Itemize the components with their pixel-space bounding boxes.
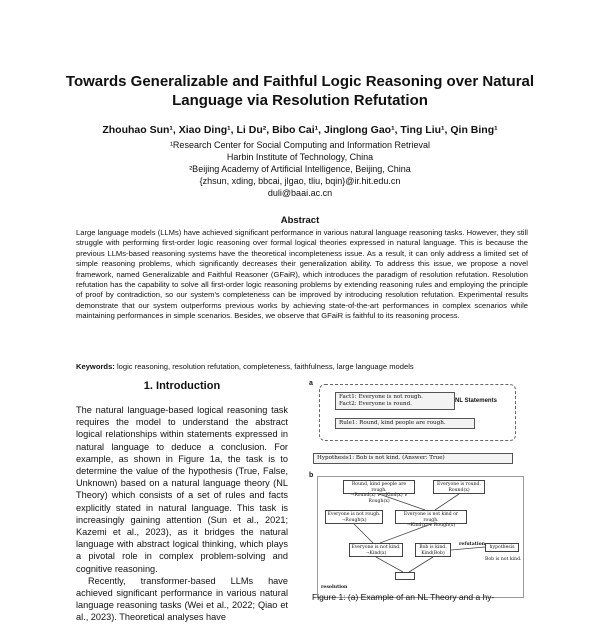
figure-label-a: a	[309, 380, 313, 387]
node-hypothesis: hypothesis	[485, 543, 519, 552]
keywords-label: Keywords:	[76, 362, 115, 371]
intro-paragraph-1: The natural language-based logical reasoning task requires the model to understand the abstract logical relationships within statements expressed in natural language to deduce a conclusion. For example, as shown in Figure 1a, the task is to determine the value of the hypothesis (True, False, Unknown) based on a natural language theory (NL Theory) which consists of a set of rules and facts explicitly stated in natural language. This task is increasingly gaining attention (Sun et al., 2021; Kazemi et al., 2023), as it bridges the natural language with abstract logical thinking, which plays a pivotal role in complex problem-solving and cognitive reasoning.	[76, 405, 288, 574]
resolution-label: resolution	[321, 585, 348, 590]
abstract-text: Large language models (LLMs) have achieved significant performance in various natural language reasoning tasks. However, they still struggle with performing first-order logic reasoning over formal logical theories expressed in natural language. This is because the previous LLMs-based reasoning systems have the theoretical incompleteness issue. As a result, it can only address a limited set of simple reasoning problems, which significantly decreases their generalization ability. To address this issue, we propose a novel framework, named Generalizable and Faithful Reasoner (GFaiR), which introduces the paradigm of resolution refutation. Resolution refutation has the capability to solve all first-order logic reasoning problems by extending reasoning rules and employing the principle of proof by contradiction, so our system's completeness can be improved by introducing resolution refutation. Experimental results demonstrate that our system outperforms previous works by achieving state-of-the-art performances in complex scenarios while maintaining performances in simple scenarios. Besides, we observe that GFaiR is faithful to its reasoning process.	[76, 228, 528, 321]
node-not-rough-formula: ¬Rough(x)	[341, 517, 367, 523]
hypothesis-box: Hypothesis1: Bob is not kind. (Answer: True)	[313, 453, 513, 464]
node-bob-kind-formula: Kind(Bob)	[421, 550, 445, 556]
arrow-bobkind-to-empty	[409, 557, 433, 572]
node-not-kind-formula: ¬Kind(x)	[365, 550, 387, 556]
fact-2: Fact2: Everyone is round.	[339, 401, 412, 407]
fact-1: Fact1: Everyone is not rough.	[339, 394, 423, 400]
affiliation-3: ²Beijing Academy of Artificial Intelligence, Beijing, China	[189, 164, 411, 174]
arrow-notkind-to-empty	[376, 557, 403, 572]
figure-caption: Figure 1: (a) Example of an NL Theory and a hy-	[312, 592, 495, 602]
arrow-round-to-mid2	[435, 494, 459, 510]
title-line-2: Language via Resolution Refutation	[172, 92, 428, 109]
refutation-label: refutation	[459, 542, 486, 547]
arrow-notrough-to-notkind	[354, 524, 373, 543]
keywords	[76, 362, 528, 371]
intro-text	[76, 404, 288, 624]
node-bob-kind-text: Bob is kind.	[419, 545, 447, 550]
node-not-rough-text: Everyone is not rough.	[327, 512, 381, 517]
title-line-1: Towards Generalizable and Faithful Logic Reasoning over Natural	[65, 73, 535, 90]
node-rule-formula: ¬Round(x) ∨ ¬Kind(x) ∨ Rough(x)	[350, 493, 408, 504]
node-mid2-text: Everyone is not kind or rough.	[403, 512, 459, 523]
section-heading: 1. Introduction	[143, 380, 221, 392]
author-list: Zhouhao Sun¹, Xiao Ding¹, Li Du², Bibo Cai¹, Jinglong Gao¹, Ting Liu¹, Qin Bing¹	[102, 124, 498, 136]
keywords-list: logic reasoning, resolution refutation, completeness, faithfulness, large language models	[114, 362, 414, 371]
arrow-rule-to-mid2	[379, 494, 425, 510]
nl-statements-label: NL Statements	[455, 398, 497, 404]
affiliation-2: Harbin Institute of Technology, China	[226, 152, 374, 162]
author-emails: {zhsun, xding, bbcai, jlgao, tliu, bqin}@ir.hit.edu.cn	[199, 176, 401, 186]
node-rule-text: Round, kind people are rough.	[351, 482, 407, 493]
paper-title	[60, 72, 540, 110]
node-not-kind-text: Everyone is not kind.	[351, 545, 401, 550]
node-mid2-formula: ¬Kind(x) ∨ Rough(x)	[406, 523, 456, 529]
abstract-heading: Abstract	[280, 215, 320, 226]
rule-box: Rule1: Round, kind people are rough.	[335, 418, 475, 429]
figure-label-b: b	[309, 472, 314, 479]
intro-paragraph-2: Recently, transformer-based LLMs have achieved significant performance in various natural language reasoning tasks (Wei et al., 2022; Qiao et al., 2023). Theoretical analyses have	[76, 575, 288, 623]
hypothesis-node-text: Bob is not kind.	[485, 557, 522, 562]
author-email-2: duli@baai.ac.cn	[267, 188, 333, 198]
node-round-formula: Round(x)	[448, 487, 470, 493]
figure-1	[305, 380, 530, 600]
affiliation-1: ¹Research Center for Social Computing and Information Retrieval	[169, 140, 431, 150]
node-round-text: Everyone is round.	[437, 482, 481, 487]
arrow-mid2-to-notkind	[380, 524, 431, 543]
resolution-arrows	[305, 380, 530, 600]
arrow-hyp-to-bobkind	[451, 547, 485, 550]
